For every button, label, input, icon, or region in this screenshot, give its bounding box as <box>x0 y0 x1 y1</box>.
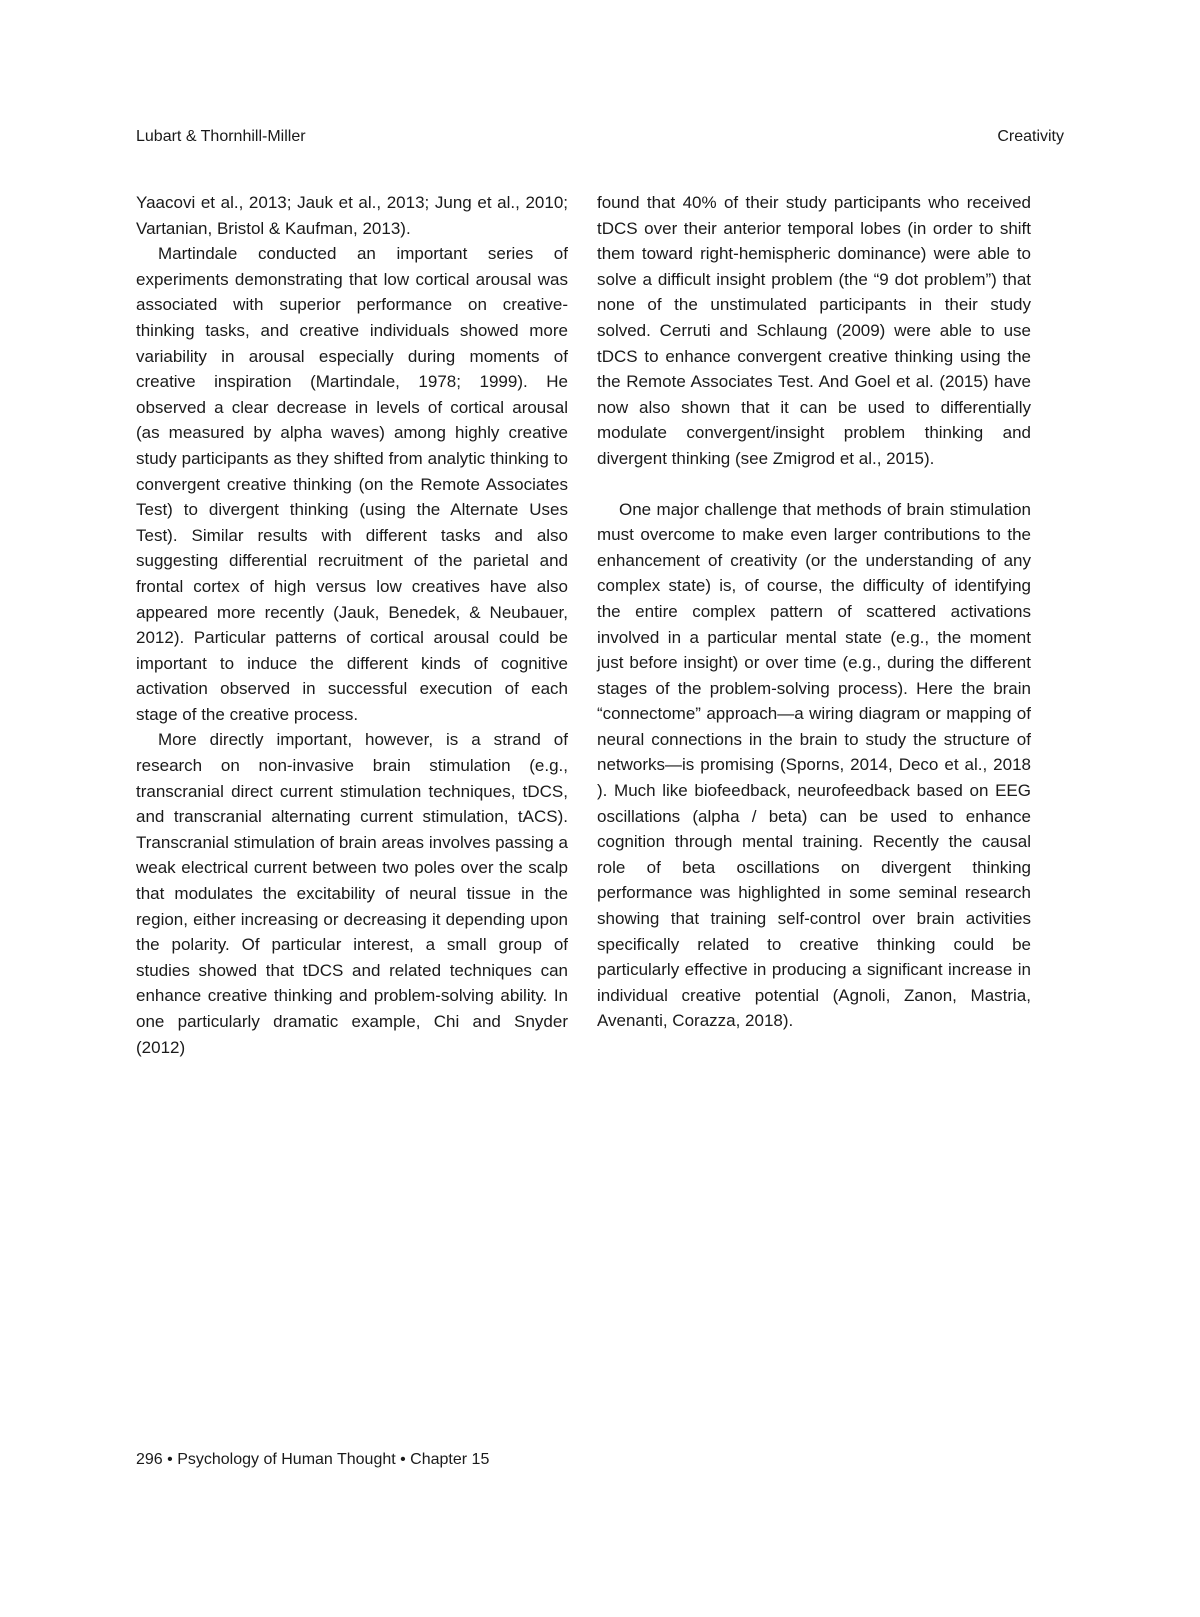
right-column <box>597 190 1031 1034</box>
header-authors: Lubart & Thornhill-Miller <box>136 128 306 145</box>
page-footer: 296 • Psychology of Human Thought • Chapter 15 <box>136 1451 490 1468</box>
paragraph: found that 40% of their study participants who received tDCS over their anterior temporal lobes (in order to shift them toward right-hemispheric dominance) were able to solve a difficult insight problem (the “9 dot problem”) that none of the unstimulated participants in their study solved. Cerruti and Schlaung (2009) were able to use tDCS to enhance convergent creative thinking using the the Remote Associates Test. And Goel et al. (2015) have now also shown that it can be used to differentially modulate convergent/insight problem thinking and divergent thinking (see Zmigrod et al., 2015). <box>597 193 1031 468</box>
paragraph: One major challenge that methods of brain stimulation must overcome to make even larger contributions to the enhancement of creativity (or the understanding of any complex state) is, of course, the difficulty of identifying the entire complex pattern of scattered activations involved in a particular mental state (e.g., the moment just before insight) or over time (e.g., during the different stages of the problem-solving process). Here the brain “connectome” approach—a wiring diagram or mapping of neural connections in the brain to study the structure of networks—is promising (Sporns, 2014, Deco et al., 2018 ). Much like biofeedback, neurofeedback based on EEG oscillations (alpha / beta) can be used to enhance cognition through mental training. Recently the causal role of beta oscillations on divergent thinking performance was highlighted in some seminal research showing that training self-control over brain activities specifically related to creative thinking could be particularly effective in producing a significant increase in individual creative potential (Agnoli, Zanon, Mastria, Avenanti, Corazza, 2018). <box>597 499 1031 1031</box>
left-column <box>136 190 568 1060</box>
paragraph: Martindale conducted an important series of experiments demonstrating that low cortical arousal was associated with superior performance on creative-thinking tasks, and creative individuals showed more variability in arousal especially during moments of creative inspiration (Martindale, 1978; 1999). He observed a clear decrease in levels of cortical arousal (as measured by alpha waves) among highly creative study participants as they shifted from analytic thinking to convergent creative thinking (on the Remote Associates Test) to divergent thinking (using the Alternate Uses Test). Similar results with different tasks and also suggesting differential recruitment of the parietal and frontal cortex of high versus low creatives have also appeared more recently (Jauk, Benedek, & Neubauer, 2012). Particular patterns of cortical arousal could be important to induce the different kinds of cognitive activation observed in successful execution of each stage of the creative process. <box>136 244 568 724</box>
paragraph: More directly important, however, is a strand of research on non-invasive brain stimulation (e.g., transcranial direct current stimulation techniques, tDCS, and transcranial alternating current stimulation, tACS). Transcranial stimulation of brain areas involves passing a weak electrical current between two poles over the scalp that modulates the excitability of neural tissue in the region, either increasing or decreasing it depending upon the polarity. Of particular interest, a small group of studies showed that tDCS and related techniques can enhance creative thinking and problem-solving ability. In one particularly dramatic example, Chi and Snyder (2012) <box>136 730 568 1057</box>
header-section-title: Creativity <box>997 128 1064 145</box>
paragraph: Yaacovi et al., 2013; Jauk et al., 2013; Jung et al., 2010; Vartanian, Bristol & Kaufman, 2013). <box>136 193 568 238</box>
running-header <box>136 127 1064 151</box>
